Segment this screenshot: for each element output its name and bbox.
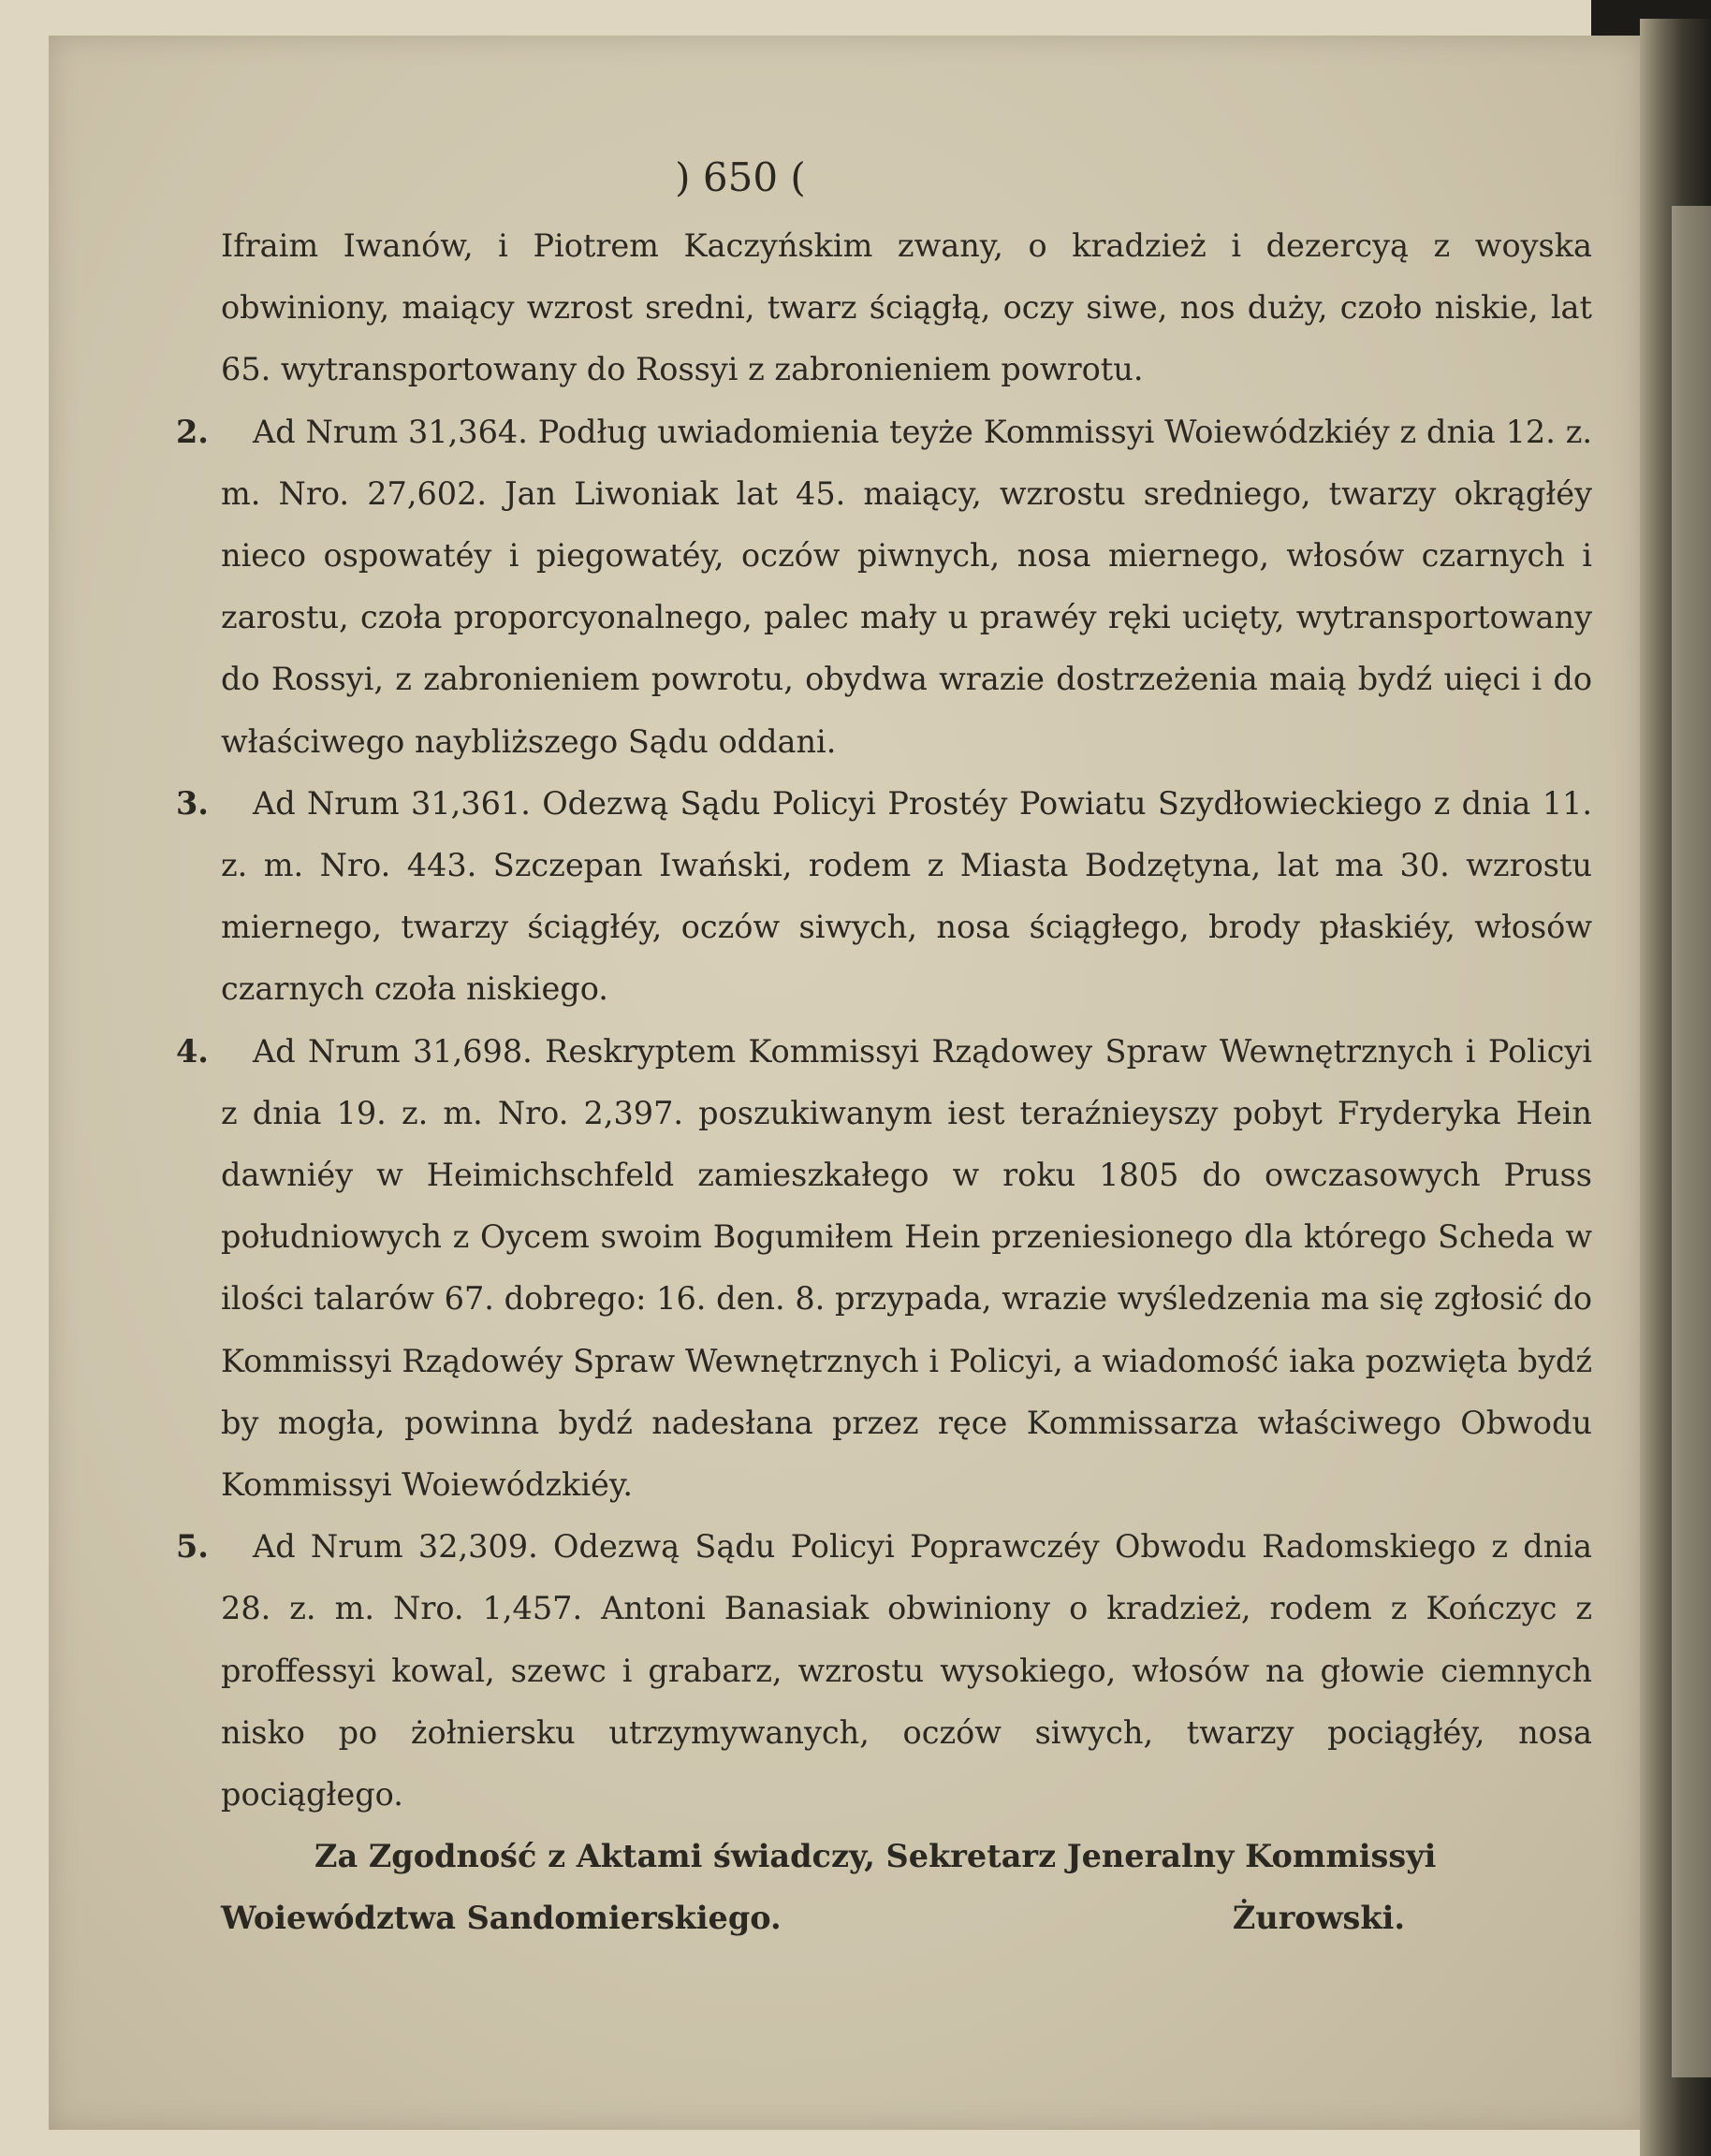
entry-2 bbox=[176, 401, 1592, 773]
entry-text: Ad Nrum 31,361. Odezwą Sądu Policyi Prostéy Powiatu Szydłowieckiego z dnia 11. z. m. Nro. 443. Szczepan Iwański, rodem z Miasta Bodzętyna, lat ma 30. wzrostu miernego, twarzy ściągłéy, oczów siwych, nosa ściągłego, brody płaskiéy, włosów czarnych czoła niskiego. bbox=[221, 784, 1592, 1008]
signature-line-2 bbox=[221, 1887, 1592, 1949]
entry-5 bbox=[176, 1516, 1592, 1826]
entry-1 bbox=[221, 215, 1592, 401]
entry-number: 2. bbox=[176, 413, 209, 450]
signature-office: Woiewództwa Sandomierskiego. bbox=[221, 1900, 782, 1937]
entry-3 bbox=[176, 773, 1592, 1021]
entry-number: 4. bbox=[176, 1032, 209, 1070]
next-page-edge bbox=[1672, 206, 1711, 2077]
signature-name: Żurowski. bbox=[1232, 1900, 1405, 1937]
entry-text: Ad Nrum 31,698. Reskryptem Kommissyi Rządowey Spraw Wewnętrznych i Policyi z dnia 19. z. m. Nro. 2,397. poszukiwanym iest teraźnieyszy pobyt Fryderyka Hein dawniéy w Heimichschfeld zamieszkałego w roku 1805 do owczasowych Pruss południowych z Oycem swoim Bogumiłem Hein przeniesionego dla którego Scheda w ilości talarów 67. dobrego: 16. den. 8. przypada, wrazie wyśledzenia ma się zgłosić do Kommissyi Rządowéy Spraw Wewnętrznych i Policyi, a wiadomość iaka pozwięta bydź by mogła, powinna bydź nadesłana przez ręce Kommissarza właściwego Obwodu Kommissyi Woiewódzkiéy. bbox=[221, 1032, 1592, 1504]
entry-number: 3. bbox=[176, 784, 209, 822]
entry-4 bbox=[176, 1021, 1592, 1517]
entry-text: Ad Nrum 32,309. Odezwą Sądu Policyi Poprawczéy Obwodu Radomskiego z dnia 28. z. m. Nro. 1,457. Antoni Banasiak obwiniony o kradzież, rodem z Kończyc z proffessyi kowal, szewc i grabarz, wzrostu wysokiego, włosów na głowie ciemnych nisko po żołniersku utrzymywanych, oczów siwych, twarzy pociągłéy, nosa pociągłego. bbox=[221, 1528, 1592, 1814]
entry-text: Ad Nrum 31,364. Podług uwiadomienia teyże Kommissyi Woiewódzkiéy z dnia 12. z. m. Nro. 27,602. Jan Liwoniak lat 45. maiący, wzrostu sredniego, twarzy okrągłéy nieco ospowatéy i piegowatéy, oczów piwnych, nosa miernego, włosów czarnych i zarostu, czoła proporcyonalnego, palec mały u prawéy ręki ucięty, wytransportowany do Rossyi, z zabronieniem powrotu, obydwa wrazie dostrzeżenia maią bydź uięci i do właściwego naybliższego Sądu oddani. bbox=[221, 413, 1592, 760]
document-body bbox=[176, 140, 1592, 1950]
entry-number: 5. bbox=[176, 1528, 209, 1566]
signature-line-1: Za Zgodność z Aktami świadczy, Sekretarz Jeneralny Kommissyi bbox=[314, 1838, 1437, 1875]
page-number: ) 650 ( bbox=[675, 154, 806, 200]
entry-text: Ifraim Iwanów, i Piotrem Kaczyńskim zwany, o kradzież i dezercyą z woyska obwiniony, maiący wzrost sredni, twarz ściągłą, oczy siwe, nos duży, czoło niskie, lat 65. wytransportowany do Rossyi z zabronieniem powrotu. bbox=[221, 227, 1592, 388]
